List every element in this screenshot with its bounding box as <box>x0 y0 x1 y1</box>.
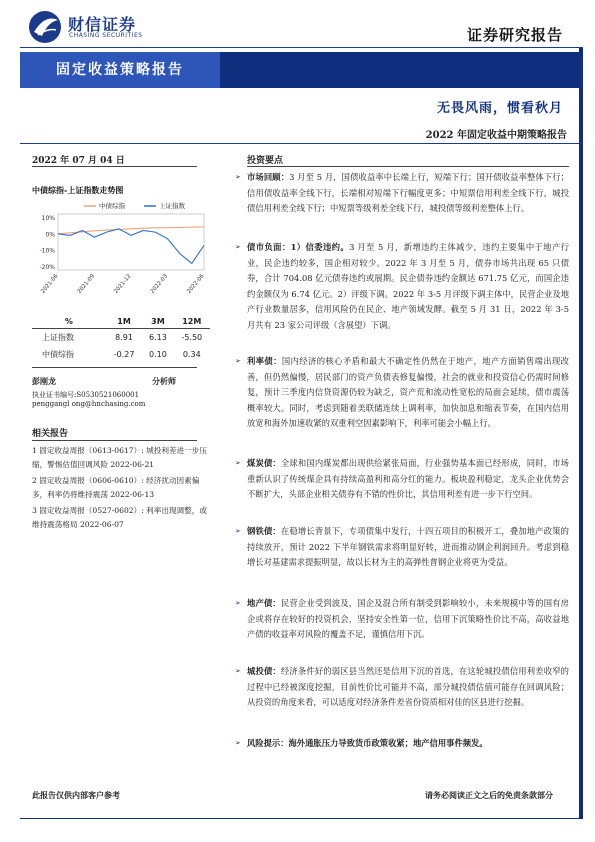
report-date: 2022 年 07 月 04 日 <box>32 156 125 166</box>
body-section-steel <box>235 524 569 571</box>
body-section-rates <box>235 354 569 432</box>
trend-chart <box>32 198 210 303</box>
x-tick-label: 2021-09 <box>76 273 97 295</box>
legend-label: 中债综指 <box>99 202 125 210</box>
cell-3m: 0.10 <box>149 350 167 359</box>
analyst-email[interactable]: penggangl ong@hnchasing.com <box>32 400 146 408</box>
body-section-property <box>235 596 569 643</box>
related-item[interactable]: 3 固定收益周报（0527-0602）: 利率出现调整，或维持震荡格局 2022-06-07 <box>32 506 207 529</box>
footer-disclaimer-right: 请务必阅读正文之后的免责条款部分 <box>425 790 553 800</box>
para-text: 在稳增长背景下，专项债集中发行，十四五项目的积极开工，叠加地产政策的持续放开，预计 2022 下半年钢铁需求将明显好转，进而推动钢企利润回升。考虑到稳增长对基建需求提振明显，故以长材为主的高弹性普钢企业将更为受益。 <box>247 526 569 567</box>
performance-header-cell: 1M <box>106 315 142 329</box>
company-logo <box>28 10 168 44</box>
plot-frame <box>58 214 204 270</box>
category-banner-label: 固定收益策略报告 <box>56 62 184 78</box>
series-line <box>58 227 204 234</box>
y-tick-label: -10% <box>39 247 55 255</box>
para-text: 国内经济的核心矛盾和最大不确定性仍然在于地产，地产方面销售端出现改善，但仍然偏慢，居民部门的资产负债表修复偏慢，社会的就业和投资信心仍需时间修复，预计三季度内信贷资源仍较为缺乏，资产荒和流动性宽松的局面会延续，债市震荡概率较大。同时，考虑到随着美联储连续上调利率，加快加息和缩表节奏，在国内信用放宽和海外加速收紧的双重利空因素影响下，利率可能会小幅上行。 <box>247 356 569 428</box>
bullet-icon: ➢ <box>235 243 241 251</box>
header-divider <box>20 47 583 48</box>
right-margin-bar <box>579 48 583 818</box>
table-row <box>32 346 210 363</box>
y-tick-label: 10% <box>41 214 55 222</box>
related-heading: 相关报告 <box>32 429 69 439</box>
footer-disclaimer-left: 此报告仅供内部客户参考 <box>32 790 120 800</box>
para-text: 海外通胀压力导致货币政策收紧；地产信用事件频发。 <box>288 738 488 748</box>
analyst-role: 分析师 <box>152 376 176 386</box>
performance-header-cell: % <box>32 315 106 329</box>
body-section-risk <box>235 736 569 752</box>
performance-header-cell: 3M <box>142 315 173 329</box>
para-lead: 煤炭债： <box>247 458 281 468</box>
title-divider <box>20 143 583 144</box>
chart-title: 中债综指-上证指数走势图 <box>32 185 124 195</box>
related-item[interactable]: 2 固定收益周报（0606-0610）: 经济扰动因素偏多，利率仍将维持震荡 2022-06-13 <box>32 476 200 499</box>
y-tick-label: -20% <box>39 264 55 272</box>
footer-divider <box>20 818 583 819</box>
para-lead: 城投债： <box>247 666 281 676</box>
row-label: 中债综指 <box>42 350 74 359</box>
bullet-icon: ➢ <box>235 667 241 675</box>
para-lead: 利率债： <box>247 356 282 366</box>
bullet-icon: ➢ <box>235 357 241 365</box>
cell-12m: 0.34 <box>182 350 201 359</box>
performance-header-cell: 12M <box>174 315 210 329</box>
para-lead: 地产债： <box>247 598 281 608</box>
logo-text-en: CHASING SECURITIES <box>69 32 143 39</box>
body-heading: 投资要点 <box>247 156 284 166</box>
body-section-coal <box>235 456 569 503</box>
table-row <box>32 329 210 347</box>
x-tick-label: 2022-06 <box>186 273 206 295</box>
report-type: 证券研究报告 <box>466 26 563 44</box>
category-banner <box>20 52 220 88</box>
logo-mark-icon <box>28 10 62 44</box>
para-text: 3 月至 5 月，国债收益率中长端上行，短端下行；国开债收益率整体下行；信用债收益率全线下行，长端相对短端下行幅度更多；中短票信用利差全线下行，城投债信用利差全线下行；中短票等级利差全线下行，城投债等级利差整体上行。 <box>247 172 569 213</box>
series-line <box>58 229 204 264</box>
legend-label: 上证指数 <box>159 202 185 210</box>
table-divider <box>32 367 197 368</box>
bullet-icon: ➢ <box>235 459 241 467</box>
cell-1m: -0.27 <box>113 350 135 359</box>
bullet-icon: ➢ <box>235 527 241 535</box>
body-divider <box>247 166 569 167</box>
performance-table <box>32 315 210 363</box>
body-section-negative <box>235 240 569 333</box>
row-label: 上证指数 <box>42 333 74 342</box>
cell-3m: 6.13 <box>149 333 167 342</box>
related-list <box>32 444 210 534</box>
para-text: 3 月至 5 月，新增违约主体减少，违约主要集中于地产行业，民企违约较多，国企相对较少。2022 年 3 月至 5 月，债券市场共出现 65 只债券，合计 704.08 亿元债券违约或展期。民企债券违约金额达 671.75 亿元，而国企违约金额仅为 6.74 亿元。2）评级下调。2022 年 3-5 月评级下调主体中，民营企业及地产行业数量居多，信用风险仍在民企、地产领域发酵。截至 5 月 31 日，2022 年 3-5 月共有 23 家公司评级（含展望）下调。 <box>247 242 569 330</box>
performance-header-row <box>32 315 210 329</box>
para-lead: 钢铁债： <box>247 526 281 536</box>
x-tick-label: 2022-03 <box>149 273 170 295</box>
analyst-name: 彭刚龙 <box>32 376 56 386</box>
bullet-icon: ➢ <box>235 739 241 747</box>
body-section-lgfv <box>235 664 569 711</box>
body-section-market <box>235 170 569 217</box>
para-text: 全球和国内煤炭都出现供给紧张局面，行业强势基本面已经形成，同时，市场重新认识了传统煤企具有持续高盈利和高分红的能力。板块盈利稳定，龙头企业优势会不断扩大，头部企业相关债券有不错的性价比，其信用利差有进一步下行空间。 <box>247 458 569 499</box>
para-lead: 风险提示： <box>247 738 289 748</box>
banner-fill <box>220 52 583 88</box>
report-subtitle: 2022 年固定收益中期策略报告 <box>425 130 567 141</box>
para-lead: 债市负面：1）信委违约。 <box>247 242 350 252</box>
y-tick-label: 0% <box>45 231 55 239</box>
x-tick-label: 2021-06 <box>40 273 60 295</box>
related-divider <box>32 440 197 441</box>
bullet-icon: ➢ <box>235 599 241 607</box>
cell-1m: 8.91 <box>115 333 133 342</box>
para-lead: 市场回顾： <box>247 172 290 182</box>
date-divider <box>32 166 197 167</box>
para-text: 经济条件好的弱区县当然还是信用下沉的首选，在这轮城投债信用利差收窄的过程中已经被深度挖掘，目前性价比可能并不高，部分城投债估值可能存在回调风险；从投资的角度来看，可以适度对经济条件差省份资质相对佳的区县进行挖掘。 <box>247 666 569 707</box>
analyst-cert: 执业证书编号:S0530521060001 <box>32 391 140 399</box>
related-item[interactable]: 1 固定收益周报（0613-0617）: 城投利差进一步压缩，警惕估值回调风险 2022-06-21 <box>32 446 207 469</box>
logo-text-cn: 财信证券 <box>68 15 137 34</box>
para-text: 民营企业受到波及，国企及混合所有制受到影响较小，未来规模中等的国有房企或将存在较好的投资机会，坚持安全性第一位，信用下沉策略性价比不高，高收益地产债的收益率对风险的覆盖不足，谨慎信用下沉。 <box>247 598 569 639</box>
report-title: 无畏风雨，惯看秋月 <box>436 101 563 116</box>
cell-12m: -5.50 <box>181 333 203 342</box>
x-tick-label: 2021-12 <box>113 273 133 295</box>
bullet-icon: ➢ <box>235 173 241 181</box>
